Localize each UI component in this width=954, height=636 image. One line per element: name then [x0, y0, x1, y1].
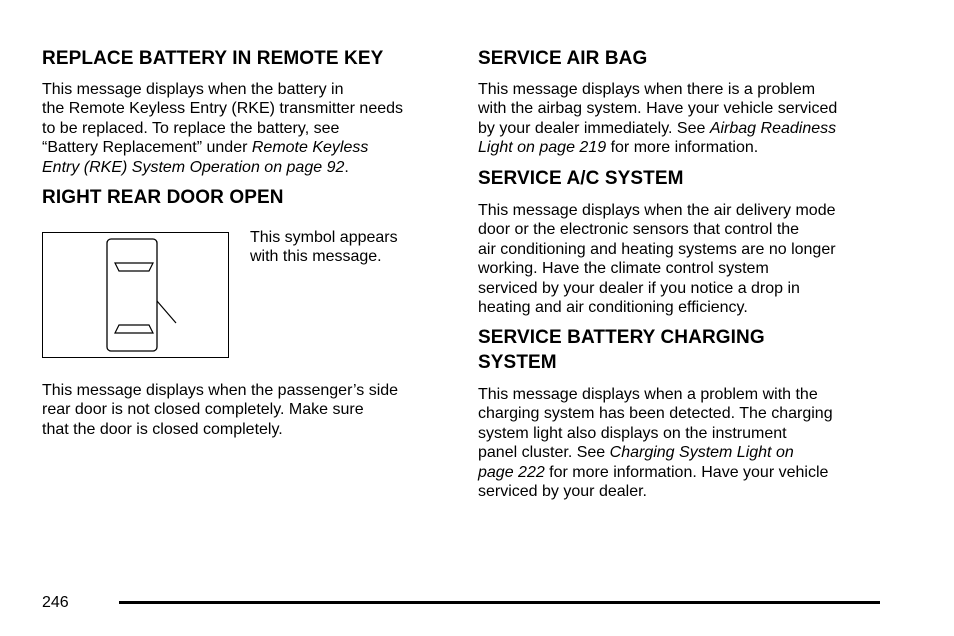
front-door-shape [115, 263, 153, 271]
paragraph-right-rear-door-open [42, 381, 398, 439]
text-line: working. Have the climate control system [478, 260, 769, 278]
cross-reference-link[interactable]: Light on page 219 [478, 139, 607, 157]
text-line: that the door is closed completely. [42, 420, 283, 438]
text-line: This message displays when the battery in [42, 81, 344, 98]
right-rear-door-open-icon [42, 232, 229, 358]
text-line: heating and air conditioning efficiency. [478, 299, 748, 317]
heading-service-battery-charging-system-line2: SYSTEM [478, 352, 557, 373]
text-span: for more information. Have your vehicle [544, 463, 829, 481]
text-line: This message displays when there is a problem [478, 81, 816, 98]
cross-reference-link[interactable]: Airbag Readiness [709, 119, 837, 137]
text-line: This message displays when the passenger’s side [42, 382, 399, 399]
text-line: to be replaced. To replace the battery, see [42, 119, 340, 137]
paragraph-service-air-bag [478, 80, 837, 158]
cross-reference-link[interactable]: page 222 [478, 463, 545, 481]
text-span: by your dealer immediately. See [478, 119, 710, 137]
cross-reference-link[interactable]: Charging System Light on [609, 444, 794, 462]
page-number: 246 [42, 594, 69, 611]
text-line: system light also displays on the instrument [478, 424, 787, 442]
text-line: air conditioning and heating systems are no longer [478, 240, 836, 258]
text-line: This message displays when the air delivery mode [478, 202, 836, 219]
door-symbol-caption [250, 228, 398, 267]
text-span: “Battery Replacement” under [42, 139, 252, 157]
text-line: This symbol appears [250, 229, 398, 246]
text-line [42, 138, 403, 157]
text-line: serviced by your dealer. [478, 483, 647, 501]
heading-replace-battery: REPLACE BATTERY IN REMOTE KEY [42, 48, 384, 69]
text-span: for more information. [606, 139, 759, 157]
heading-right-rear-door-open: RIGHT REAR DOOR OPEN [42, 187, 284, 208]
text-span: panel cluster. See [478, 444, 610, 462]
vehicle-outline [107, 239, 157, 351]
text-line: the Remote Keyless Entry (RKE) transmitter needs [42, 100, 404, 118]
heading-service-air-bag: SERVICE AIR BAG [478, 48, 648, 69]
text-line [478, 138, 837, 157]
footer-rule [119, 601, 880, 604]
cross-reference-link[interactable]: Remote Keyless [251, 139, 369, 157]
text-line [478, 443, 833, 462]
text-line: door or the electronic sensors that control the [478, 221, 800, 239]
paragraph-replace-battery [42, 80, 403, 177]
text-line [478, 119, 837, 138]
paragraph-service-battery-charging-system [478, 385, 833, 501]
door-symbol-graphic [43, 233, 228, 357]
text-line: with the airbag system. Have your vehicle serviced [478, 100, 838, 118]
text-span: . [344, 158, 349, 176]
heading-service-ac-system: SERVICE A/C SYSTEM [478, 168, 684, 189]
cross-reference-link[interactable]: Entry (RKE) System Operation on page 92 [42, 158, 345, 176]
text-line: charging system has been detected. The charging [478, 405, 833, 423]
text-line: with this message. [250, 248, 382, 266]
open-door-line [157, 301, 176, 323]
rear-door-shape [115, 325, 153, 333]
text-line [42, 158, 403, 177]
text-line [478, 463, 833, 482]
text-line: rear door is not closed completely. Make sure [42, 401, 364, 419]
paragraph-service-ac-system [478, 201, 836, 317]
heading-service-battery-charging-system: SERVICE BATTERY CHARGING [478, 327, 765, 348]
text-line: This message displays when a problem with the [478, 386, 818, 403]
text-line: serviced by your dealer if you notice a drop in [478, 279, 800, 297]
